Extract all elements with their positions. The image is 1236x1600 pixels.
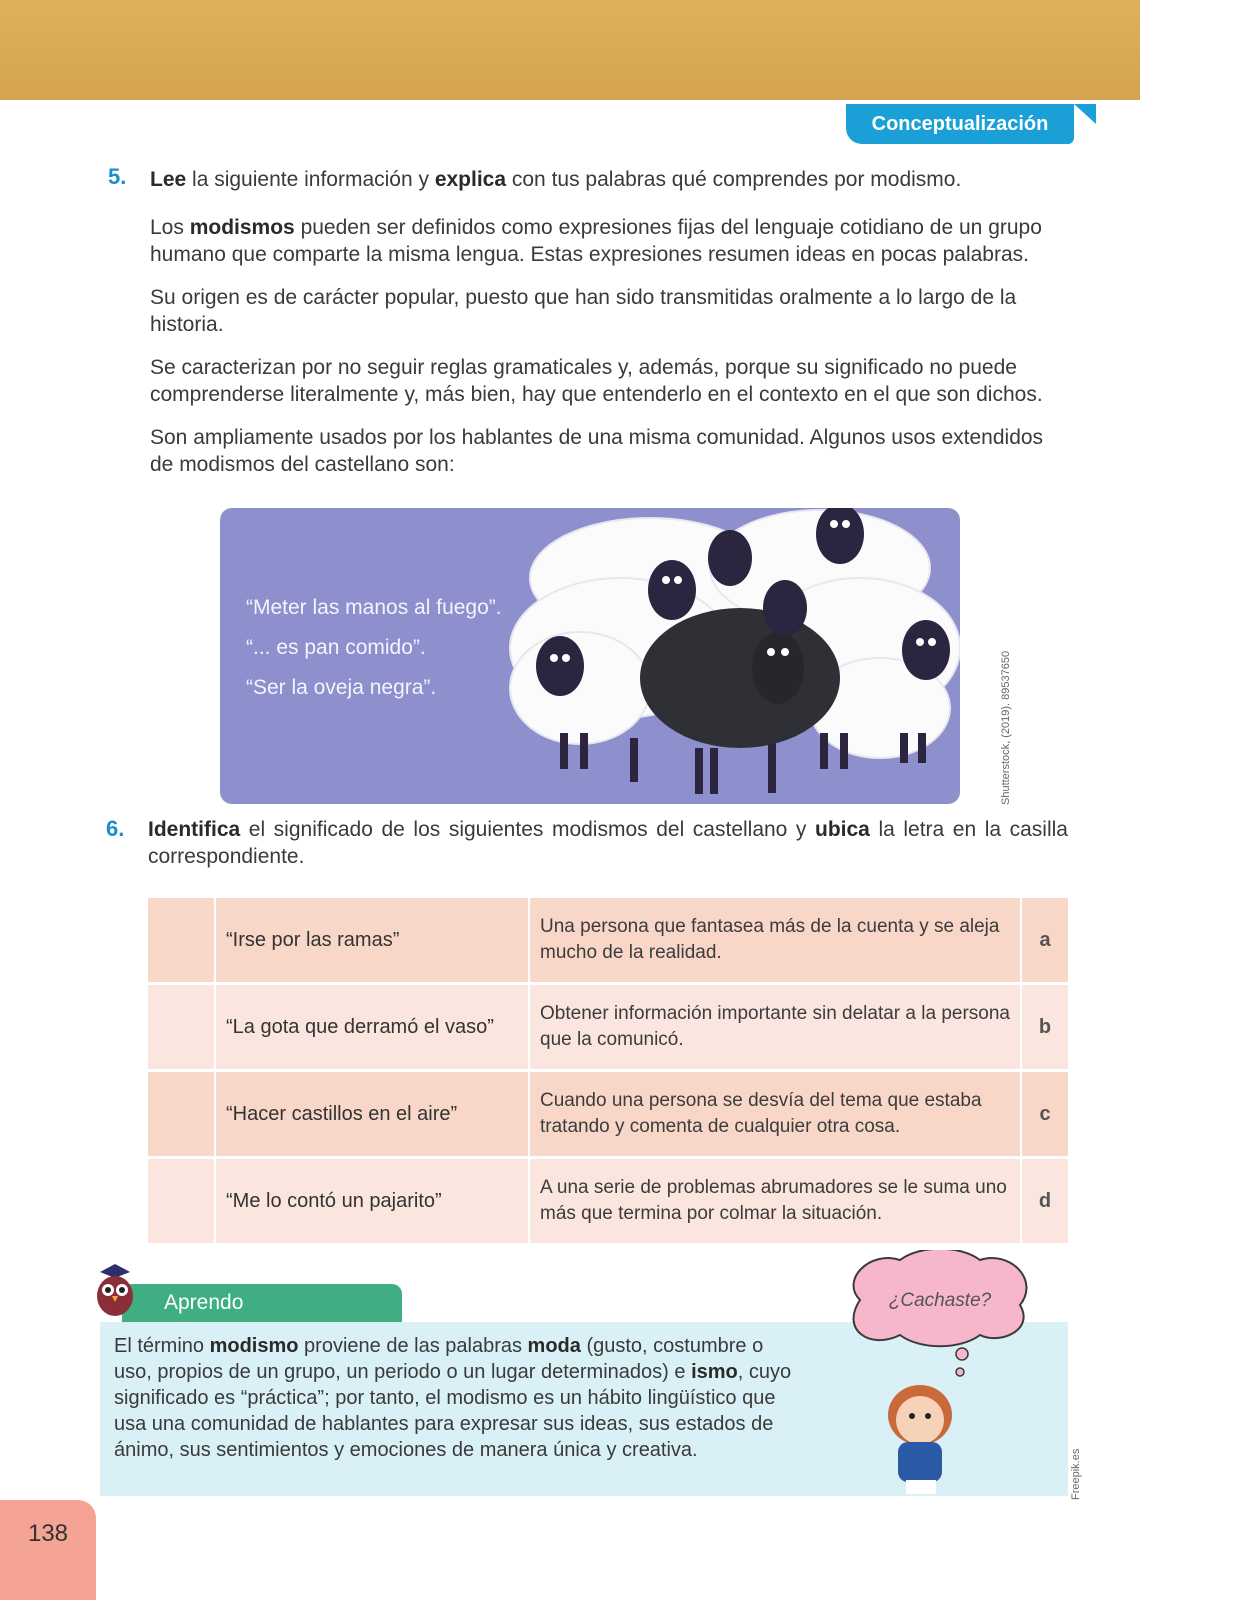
- image-credit: Shutterstock, (2019). 89537650: [1000, 650, 1012, 805]
- paragraph-1: [150, 214, 1070, 268]
- quote-1: “Meter las manos al fuego”.: [246, 596, 502, 619]
- meaning-cell: Cuando una persona se desvía del tema que estaba tratando y comenta de cualquier otra cosa.: [530, 1072, 1022, 1156]
- idiom-cell: “La gota que derramó el vaso”: [216, 985, 530, 1069]
- meaning-cell: Una persona que fantasea más de la cuenta y se aleja mucho de la realidad.: [530, 898, 1022, 982]
- letter-cell: a: [1039, 928, 1051, 951]
- aprendo-b2: moda: [527, 1335, 581, 1357]
- idioms-matching-table: [148, 898, 1068, 1246]
- freepik-credit: Freepik.es: [1070, 1448, 1082, 1500]
- meaning-cell: A una serie de problemas abrumadores se le suma uno más que termina por colmar la situación.: [530, 1159, 1022, 1243]
- letter-cell: c: [1039, 1102, 1051, 1125]
- p1-start: Los: [150, 216, 190, 239]
- q5-text-b: con tus palabras qué comprendes por modismo.: [506, 168, 962, 191]
- answer-box[interactable]: [148, 898, 216, 982]
- q6-text-b: la letra en la casilla correspondiente.: [148, 818, 1068, 868]
- meaning-cell: Obtener información importante sin delatar a la persona que la comunicó.: [530, 985, 1022, 1069]
- p1-bold-term: modismos: [189, 216, 295, 239]
- q5-text-a: la siguiente información y: [186, 168, 435, 191]
- q6-verb-ubica: ubica: [815, 818, 870, 841]
- sheep-illustration: [220, 508, 960, 804]
- table-row: [148, 985, 1068, 1069]
- paragraph-2: Su origen es de carácter popular, puesto que han sido transmitidas oralmente a lo largo de la historia.: [150, 286, 1017, 336]
- aprendo-text: [114, 1333, 804, 1463]
- idiom-cell: “Irse por las ramas”: [216, 898, 530, 982]
- sheep-flock-drawing: [220, 508, 960, 804]
- question-5-prompt: [150, 166, 1070, 193]
- question-6-number: 6.: [106, 816, 125, 841]
- idiom-cell: “Me lo contó un pajarito”: [216, 1159, 530, 1243]
- aprendo-b3: ismo: [691, 1361, 738, 1383]
- answer-box[interactable]: [148, 1072, 216, 1156]
- aprendo-s1: El término: [114, 1335, 210, 1357]
- table-row: [148, 1072, 1068, 1156]
- owl-icon: [92, 1262, 138, 1318]
- q5-verb-lee: Lee: [150, 168, 187, 191]
- quote-2: “... es pan comido”.: [246, 636, 426, 659]
- page-number: 138: [0, 1500, 96, 1600]
- paragraph-4: Son ampliamente usados por los hablantes de una misma comunidad. Algunos usos extendidos de modismos del castellano son:: [150, 426, 1044, 476]
- aprendo-s4: , cuyo significado es “práctica”; por tanto, el modismo es un hábito lingüístico que usa una comunidad de hablantes para expresar sus ideas, sus estados de ánimo, sus sentimientos y emociones de manera única y creativa.: [114, 1361, 792, 1461]
- letter-cell: b: [1038, 1015, 1052, 1038]
- idiom-cell: “Hacer castillos en el aire”: [216, 1072, 530, 1156]
- paragraph-3: Se caracterizan por no seguir reglas gramaticales y, además, porque su significado no puede comprenderse literalmente y, más bien, hay que entenderlo en el contexto en el que son dichos.: [150, 356, 1043, 406]
- girl-thought-illustration: [840, 1250, 1040, 1500]
- q6-verb-identifica: Identifica: [148, 818, 241, 841]
- table-row: [148, 1159, 1068, 1243]
- answer-box[interactable]: [148, 985, 216, 1069]
- table-row: [148, 898, 1068, 982]
- p1-rest: pueden ser definidos como expresiones fijas del lenguaje cotidiano de un grupo humano que comparte la misma lengua. Estas expresiones resumen ideas en pocas palabras.: [150, 216, 1042, 266]
- thought-bubble-text: ¿Cachaste?: [888, 1290, 992, 1311]
- q6-text-a: el significado de los siguientes modismos del castellano y: [240, 818, 816, 841]
- aprendo-b1: modismo: [209, 1335, 299, 1357]
- answer-box[interactable]: [148, 1159, 216, 1243]
- question-5-number: 5.: [108, 164, 127, 189]
- top-color-band: [0, 0, 1140, 100]
- question-6-prompt: [148, 816, 1068, 870]
- letter-cell: d: [1038, 1189, 1052, 1212]
- aprendo-s3: (gusto, costumbre o uso, propios de un grupo, un periodo o un lugar determinados) e: [114, 1335, 764, 1383]
- section-tab: Conceptualización: [846, 104, 1074, 144]
- aprendo-tab: Aprendo: [122, 1284, 402, 1322]
- aprendo-s2: proviene de las palabras: [298, 1335, 528, 1357]
- q5-verb-explica: explica: [434, 168, 507, 191]
- quote-3: “Ser la oveja negra”.: [246, 676, 437, 699]
